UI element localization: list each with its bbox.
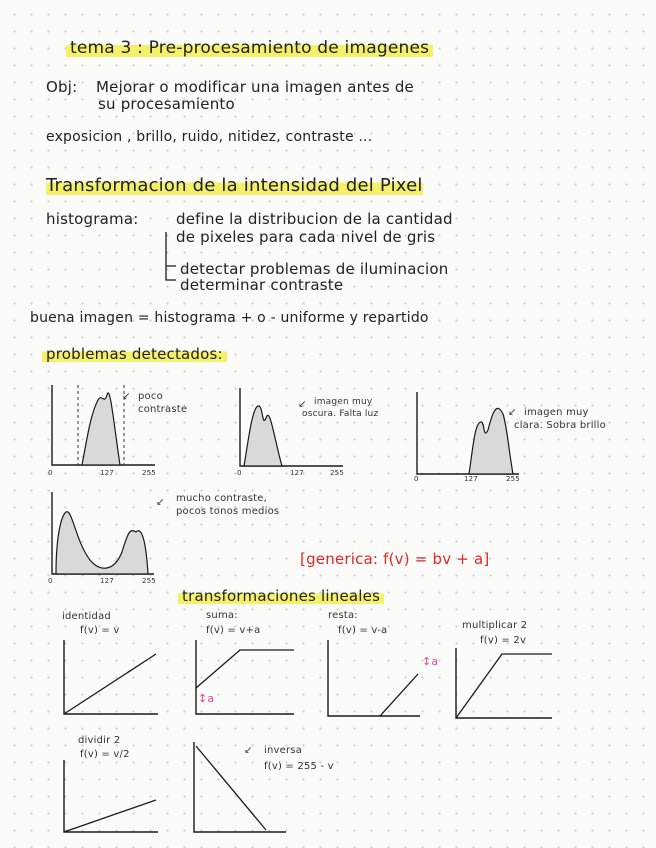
tick-max: 255 bbox=[506, 475, 520, 483]
transform-mul-formula: f(v) = 2v bbox=[480, 635, 527, 646]
problems-heading: problemas detectados: bbox=[42, 347, 227, 362]
tick-mid: 127 bbox=[464, 475, 478, 483]
obj-label: Obj: bbox=[46, 78, 78, 96]
histogram-bright bbox=[415, 392, 525, 478]
arrow-icon: ↙ bbox=[298, 399, 307, 410]
arrow-icon: ↙ bbox=[508, 407, 517, 418]
histogram-use-1: detectar problemas de iluminacion bbox=[180, 260, 449, 278]
arrow-icon: ↙ bbox=[244, 745, 253, 756]
transform-inv-name: inversa bbox=[264, 745, 303, 756]
graph-sub bbox=[324, 640, 424, 720]
histogram-high-contrast bbox=[50, 492, 160, 580]
page-title: tema 3 : Pre-procesamiento de imagenes bbox=[66, 40, 433, 57]
arrow-icon: ↙ bbox=[122, 391, 131, 402]
histogram-def-2: de pixeles para cada nivel de gris bbox=[176, 228, 436, 246]
histogram-term: histograma: bbox=[46, 210, 139, 228]
note-bright-1: imagen muy bbox=[524, 407, 589, 418]
graph-div bbox=[60, 760, 160, 840]
good-image-text: buena imagen = histograma + o - uniforme y repartido bbox=[30, 310, 429, 326]
transform-div-name: dividir 2 bbox=[78, 735, 121, 746]
graph-mul bbox=[452, 648, 556, 724]
note-low-contrast-1: poco bbox=[138, 391, 163, 402]
tick-mid: 127 bbox=[100, 577, 114, 585]
arrow-icon: ↙ bbox=[156, 497, 165, 508]
tick-max: 255 bbox=[330, 469, 344, 477]
transform-div-formula: f(v) = v/2 bbox=[80, 749, 130, 760]
transform-identity-formula: f(v) = v bbox=[80, 625, 120, 636]
histogram-def-1: define la distribucion de la cantidad bbox=[176, 210, 453, 228]
note-bright-2: clara. Sobra brillo bbox=[514, 420, 606, 431]
tick-zero: 0 bbox=[48, 469, 53, 477]
obj-line-2: su procesamiento bbox=[98, 95, 235, 113]
tick-zero: 0 bbox=[48, 577, 53, 585]
sum-offset-mark: ↕a bbox=[198, 692, 215, 705]
tick-max: 255 bbox=[142, 577, 156, 585]
note-dark-2: oscura. Falta luz bbox=[302, 409, 379, 419]
graph-inverse bbox=[190, 742, 290, 838]
tick-max: 255 bbox=[142, 469, 156, 477]
note-low-contrast-2: contraste bbox=[138, 404, 188, 415]
graph-identity bbox=[60, 640, 160, 720]
tick-mid: 127 bbox=[100, 469, 114, 477]
note-dark-1: imagen muy bbox=[314, 397, 373, 407]
graph-sum bbox=[192, 640, 298, 720]
histogram-use-2: determinar contraste bbox=[180, 276, 344, 294]
transform-sum-formula: f(v) = v+a bbox=[206, 625, 261, 636]
note-high-contrast-1: mucho contraste, bbox=[176, 493, 267, 504]
note-high-contrast-2: pocos tonos medios bbox=[176, 506, 280, 517]
obj-line-1: Mejorar o modificar una imagen antes de bbox=[96, 78, 414, 96]
tick-zero: 0 bbox=[414, 475, 419, 483]
bracket-arrow bbox=[160, 232, 180, 292]
transform-sub-name: resta: bbox=[328, 610, 358, 621]
tick-mid: 127 bbox=[290, 469, 304, 477]
transform-identity-name: identidad bbox=[62, 611, 111, 622]
factors-text: exposicion , brillo, ruido, nitidez, contraste ... bbox=[46, 129, 373, 145]
sub-offset-mark: ↕a bbox=[422, 655, 439, 668]
tick-zero: 0 bbox=[237, 469, 242, 477]
section-heading-intensity: Transformacion de la intensidad del Pixel bbox=[46, 175, 423, 196]
generic-formula: [generica: f(v) = bv + a] bbox=[300, 550, 490, 568]
transform-sub-formula: f(v) = v-a bbox=[338, 625, 388, 636]
linear-heading: transformaciones lineales bbox=[178, 589, 384, 604]
transform-mul-name: multiplicar 2 bbox=[462, 620, 528, 631]
transform-inv-formula: f(v) = 255 - v bbox=[264, 761, 334, 772]
transform-sum-name: suma: bbox=[206, 610, 238, 621]
